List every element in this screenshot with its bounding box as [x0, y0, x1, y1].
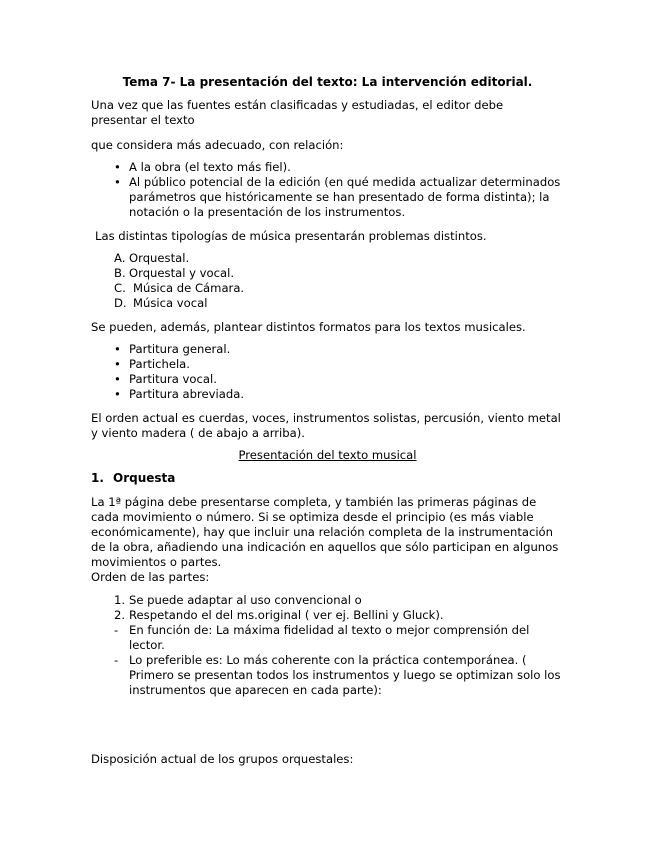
- bullet-icon: •: [114, 175, 121, 189]
- list-item: • Al público potencial de la edición (en qué medida actualizar determinados parámetros que históricamente se han presentado de forma distinta); la notación o la presentación de los instrumentos.: [114, 175, 561, 219]
- order-paragraph: El orden actual es cuerdas, voces, instrumentos solistas, percusión, viento metal y viento madera ( de abajo a arriba).: [91, 411, 561, 440]
- list-item: B. Orquestal y vocal.: [114, 266, 235, 280]
- list-item: D. Música vocal: [114, 296, 208, 310]
- bullet-icon: •: [114, 387, 121, 401]
- formats-intro: Se pueden, además, plantear distintos formatos para los textos musicales.: [91, 320, 526, 334]
- list-item: 1. Se puede adaptar al uso convencional o: [114, 593, 362, 607]
- intro-relation: que considera más adecuado, con relación:: [91, 138, 344, 152]
- list-item: - Lo preferible es: Lo más coherente con la práctica contemporánea. ( Primero se presentan todos los instrumentos y luego se optimizan solo los instrumentos que aparecen en cada parte):: [114, 653, 561, 697]
- bullet-icon: •: [114, 357, 121, 371]
- list-item: • A la obra (el texto más fiel).: [114, 160, 291, 174]
- section-title: Presentación del texto musical: [238, 448, 417, 462]
- disposicion-paragraph: Disposición actual de los grupos orquestales:: [91, 752, 354, 766]
- list-item: A. Orquestal.: [114, 251, 190, 265]
- list-item: • Partitura abreviada.: [114, 387, 245, 401]
- typologies-intro: Las distintas tipologías de música presentarán problemas distintos.: [95, 229, 487, 243]
- typologies-list: [91, 251, 561, 311]
- orden-list: [91, 593, 561, 698]
- list-item: • Partitura vocal.: [114, 372, 217, 386]
- list-item: • Partichela.: [114, 357, 190, 371]
- list-item: 2. Respetando el del ms.original ( ver ej. Bellini y Gluck).: [114, 608, 444, 622]
- bullet-icon: •: [114, 342, 121, 356]
- bullet-icon: •: [114, 372, 121, 386]
- list-item: • Partitura general.: [114, 342, 231, 356]
- formats-list: [91, 342, 561, 402]
- relation-list: [91, 160, 561, 220]
- page-title: Tema 7- La presentación del texto: La intervención editorial.: [122, 75, 533, 89]
- list-item: - En función de: La máxima fidelidad al texto o mejor comprensión del lector.: [114, 623, 530, 652]
- bullet-icon: •: [114, 160, 121, 174]
- list-item: C. Música de Cámara.: [114, 281, 245, 295]
- intro-paragraph: Una vez que las fuentes están clasificadas y estudiadas, el editor debe presentar el texto: [91, 98, 504, 127]
- orquesta-paragraph: La 1ª página debe presentarse completa, y también las primeras páginas de cada movimiento o número. Si se optimiza desde el principio (es más viable económicamente), hay que incluir una relación completa de la instrumentación de la obra, añadiendo una indicación en aquellos que sólo participan en algunos movimientos o partes.: [91, 495, 559, 569]
- section-heading: 1. Orquesta: [91, 471, 176, 485]
- orden-label: Orden de las partes:: [91, 570, 210, 584]
